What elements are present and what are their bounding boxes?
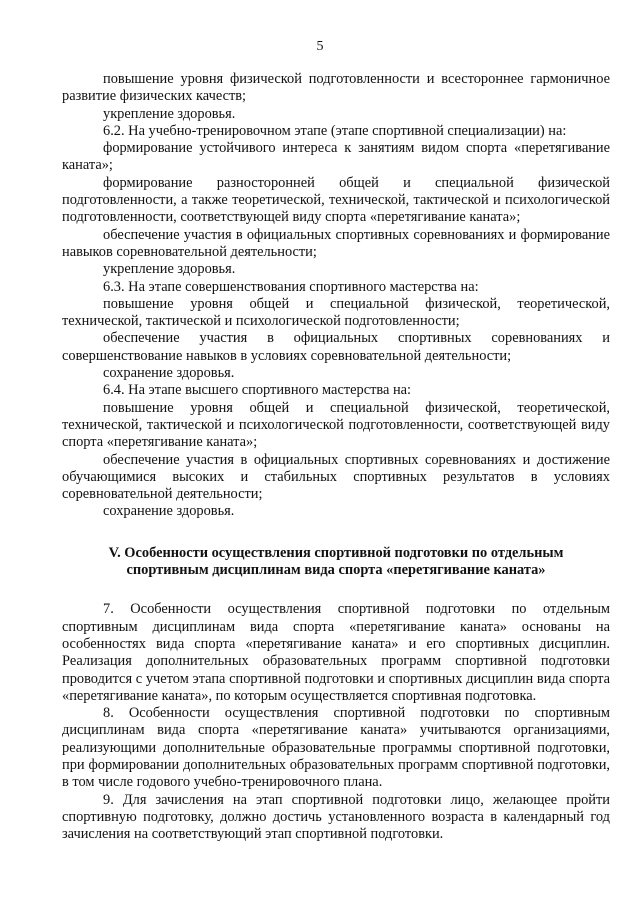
paragraph: укрепление здоровья. <box>103 261 236 278</box>
paragraph: укрепление здоровья. <box>103 105 236 122</box>
paragraph: формирование разносторонней общей и специальной физической подготовленности, а также теоретической, технической, тактической и психологической подготовленности, соответствующей виду спорта «перетягивание каната»; <box>62 174 610 226</box>
paragraph: 9. Для зачисления на этап спортивной подготовки лицо, желающее пройти спортивную подготовку, должно достичь установленного возраста в календарный год зачисления на соответствующий этап спортивной подготовки. <box>62 791 610 843</box>
paragraph: 6.3. На этапе совершенствования спортивного мастерства на: <box>103 278 479 295</box>
paragraph: повышение уровня общей и специальной физической, теоретической, технической, тактической и психологической подготовленности; <box>62 295 610 330</box>
paragraph: формирование устойчивого интереса к занятиям видом спорта «перетягивание каната»; <box>62 140 610 174</box>
spacer <box>62 579 610 601</box>
paragraph: обеспечение участия в официальных спортивных соревнованиях и достижение обучающимися высоких и стабильных спортивных результатов в условиях соревновательной деятельности; <box>62 451 610 503</box>
paragraph: 6.4. На этапе высшего спортивного мастерства на: <box>103 382 412 399</box>
section-heading: V. Особенности осуществления спортивной подготовки по отдельным спортивным дисциплинам вида спорта «перетягивание каната» <box>108 544 564 579</box>
paragraph: 6.2. На учебно-тренировочном этапе (этапе спортивной специализации) на: <box>103 122 567 139</box>
page-number: 5 <box>316 39 324 54</box>
paragraph: обеспечение участия в официальных спортивных соревнованиях и совершенствование навыков в условиях соревновательной деятельности; <box>62 330 610 364</box>
paragraph: повышение уровня физической подготовленности и всестороннее гармоничное развитие физических качеств; <box>62 71 610 105</box>
paragraph: сохранение здоровья. <box>103 503 235 520</box>
paragraph: сохранение здоровья. <box>103 365 235 382</box>
paragraph: повышение уровня общей и специальной физической, теоретической, технической, тактической и психологической подготовленности, соответствующей виду спорта «перетягивание каната»; <box>62 399 610 451</box>
paragraph: 7. Особенности осуществления спортивной подготовки по отдельным спортивным дисциплинам вида спорта «перетягивание каната» основаны на особенностях вида спорта «перетягивание каната» и его спортивных дисциплин. Реализация дополнительных образовательных программ спортивной подготовки проводится с учетом этапа спортивной подготовки и спортивных дисциплин вида спорта «перетягивание каната», по которым осуществляется спортивная подготовка. <box>62 601 610 704</box>
document-body <box>62 71 610 843</box>
paragraph: 8. Особенности осуществления спортивной подготовки по спортивным дисциплинам вида спорта «перетягивание каната» учитываются организациями, реализующими дополнительные образовательные программы спортивной подготовки, при формировании дополнительных образовательных программ спортивной подготовки, в том числе годового учебно-тренировочного плана. <box>62 705 610 791</box>
paragraph: обеспечение участия в официальных спортивных соревнованиях и формирование навыков соревновательной деятельности; <box>62 226 610 260</box>
